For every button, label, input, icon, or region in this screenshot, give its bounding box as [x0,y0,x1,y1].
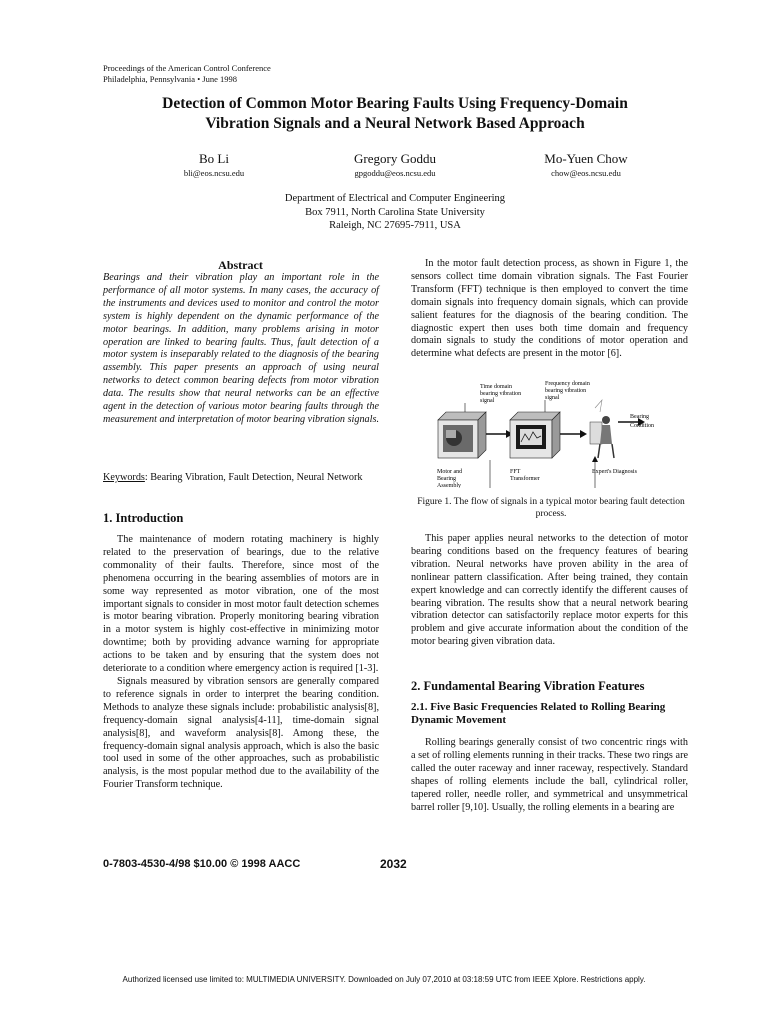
author-email: gpgoddu@eos.ncsu.edu [354,168,436,178]
paragraph-text: In the motor fault detection process, as shown in Figure 1, the sensors collect time domain vibration signals. The Fast Fourier Transform (FFT) technique is then employed to convert the time domain signals into frequency domain signals, which can provide salient features for the diagnosis of the bearing condition. The diagnostic expert then uses both time domain and frequency domain signals to study the conditions of motor operation and determine what defects are present in the motor [6]. [411,258,688,360]
signal-flow-diagram [430,378,680,488]
title-line-2: Vibration Signals and a Neural Network Based Approach [205,115,585,132]
conference-name: Proceedings of the American Control Conference [103,63,271,73]
label-bearing-condition: Bearing [630,414,649,420]
paper-title [60,94,730,134]
affiliation-address: Box 7911, North Carolina State University [305,206,485,218]
conference-header [103,63,271,85]
subsection-heading-2-1: 2.1. Five Basic Frequencies Related to Rolling Bearing Dynamic Movement [411,701,666,726]
expert-figure-icon [590,400,614,458]
keywords [103,472,379,485]
introduction-body [103,534,379,792]
label-frequency-domain-2: bearing vibration [545,388,587,394]
label-frequency-domain: Frequency domain [545,381,590,387]
copyright-line: 0-7803-4530-4/98 $10.00 © 1998 AACC [103,858,301,870]
section-heading-2: 2. Fundamental Bearing Vibration Features [411,679,645,693]
abstract-heading: Abstract [218,258,263,272]
author-name: Bo Li [199,151,229,166]
author-email: bli@eos.ncsu.edu [183,168,245,178]
conference-location: Philadelphia, Pennsylvania • June 1998 [103,74,237,84]
keywords-label: Keywords [103,472,145,483]
right-paragraph-1 [411,258,688,361]
label-time-domain-2: bearing vibration [480,391,522,397]
label-fft-2: Transformer [510,476,540,482]
figure-caption: Figure 1. The flow of signals in a typical motor bearing fault detection process. [417,497,685,519]
author-block [486,150,686,179]
abstract-text: Bearings and their vibration play an important role in the performance of all motor systems. In many cases, the accuracy of the instruments and devices used to monitor and control the motor system is highly dependent on the dynamic performance of the motor bearings. In addition, many problems arising in motor operation are linked to bearing faults. Thus, fault detection of a motor system is inseparably related to the diagnosis of the bearing assembly. This paper presents an approach of using neural networks to detect common bearing defects from motor vibration data. The results show that neural networks can be an effective agent in the detection of various motor bearing faults through the measurement and interpretation of motor bearing vibration signals. [103,272,379,425]
page-number: 2032 [380,857,407,871]
title-line-1: Detection of Common Motor Bearing Faults Using Frequency-Domain [162,95,628,112]
right-paragraph-2 [411,533,688,649]
author-name: Mo-Yuen Chow [544,151,628,166]
author-email: chow@eos.ncsu.edu [551,168,621,178]
label-frequency-domain-3: signal [545,395,560,401]
intro-paragraph-2: Signals measured by vibration sensors are generally compared to reference signals in order to interpret the bearing condition. Methods to analyze these signals include: probabilistic analysis[8], frequency-domain signal analysis[4-11], time-domain signal analysis[8], and waveform analysis[8]. Among these, the frequency-domain signal analysis approach, which is also the basic tool used in some of the other approaches, such as probabilistic analysis, is the most popular method due to the availability of the Fourier Transform technique. [103,675,379,791]
fft-transformer-block [510,412,560,458]
affiliation [200,192,590,233]
author-block [295,150,495,179]
affiliation-city: Raleigh, NC 27695-7911, USA [329,220,461,231]
author-block [114,150,314,179]
section-heading-introduction: 1. Introduction [103,511,184,525]
right-paragraph-3 [411,737,688,814]
paragraph-text: This paper applies neural networks to the detection of motor bearing conditions based on the frequency features of bearing vibration. Neural networks have proven ability in the area of nonlinear pattern classification. After being trained, they contain expert knowledge and can correctly identify the different causes of bearing vibration. The results show that a neural network bearing vibration detector can satisfactorily replace motor experts for this problem and give accurate information about the condition of the motor bearing given vibration data. [411,533,688,648]
label-time-domain-3: signal [480,398,495,404]
label-time-domain: Time domain [480,384,512,390]
intro-paragraph-1: The maintenance of modern rotating machinery is highly related to the preservation of bearings, due to the relative commonality of their faults. Therefore, since most of the phenomena occurring in the bearing assemblies of motors are in some way represented as motor vibration, one of the most important signals to consider in most motor fault detection schemes is motor bearing vibration. Properly monitoring bearing vibration in a motor system is highly cost-effective in minimizing motor downtime; both by providing advance warning for appropriate actions to be taken and by ensuring that the system does not deteriorate to a condition where emergency action is required [1-3]. [103,534,379,675]
keywords-text: : Bearing Vibration, Fault Detection, Neural Network [144,472,363,483]
label-motor-3: Assembly [437,483,461,488]
label-bearing-condition-2: Condition [630,423,655,429]
motor-assembly-block [438,412,486,458]
paragraph-text: Rolling bearings generally consist of two concentric rings with a set of rolling elements running in their tracks. These two rings are called the outer raceway and inner raceway, respectively. Standard shapes of rolling elements include the ball, cylindrical roller, tapered roller, needle roller, and symmetrical and unsymmetrical barrel roller [9,10]. Usually, the rolling elements in a bearing are [411,737,688,813]
label-expert-diagnosis: Expert's Diagnosis [592,469,637,475]
author-name: Gregory Goddu [354,151,436,166]
figure-1 [430,378,680,488]
label-fft: FFT [510,469,521,475]
label-motor: Motor and [437,469,463,475]
license-notice: Authorized licensed use limited to: MULTIMEDIA UNIVERSITY. Downloaded on July 07,2010 at 03:18:59 UTC from IEEE Xplore. Restrictions apply. [122,975,646,984]
label-motor-2: Bearing [437,476,456,482]
arrow-head-icon [580,430,587,438]
affiliation-department: Department of Electrical and Computer Engineering [284,193,506,204]
